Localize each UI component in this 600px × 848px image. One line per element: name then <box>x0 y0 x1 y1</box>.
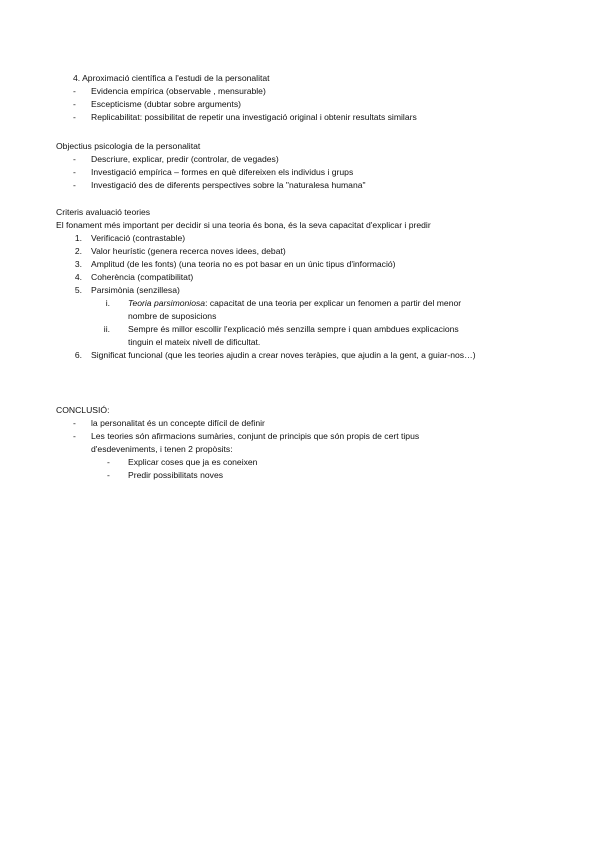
section-heading: CONCLUSIÓ: <box>56 405 110 415</box>
list-item: - Investigació empírica – formes en què difereixen els individus i grups <box>73 167 354 177</box>
list-item: - Les teories són afirmacions sumàries, conjunt de principis que són propis de cert tipus d'esdeveniments, i tenen 2 propòsits: <box>73 431 420 454</box>
list-item: 4. Coherència (compatibilitat) <box>74 272 194 282</box>
bullet: - <box>73 154 76 164</box>
bullet: - <box>73 180 76 190</box>
bullet: - <box>73 167 76 177</box>
list-item: - Descriure, explicar, predir (controlar, de vegades) <box>73 154 279 164</box>
list-item: - Replicabilitat: possibilitat de repetir una investigació original i obtenir resultats similars <box>73 112 417 122</box>
list-item: 3. Amplitud (de les fonts) (una teoria no es pot basar en un únic tipus d'informació) <box>74 259 396 269</box>
bullet: - <box>107 470 110 480</box>
list-item: - Investigació des de diferents perspectives sobre la "naturalesa humana" <box>73 180 366 190</box>
list-item: - Escepticisme (dubtar sobre arguments) <box>73 99 241 109</box>
section-intro: El fonament més important per decidir si una teoria és bona, és la seva capacitat d'explicar i predir <box>56 220 431 230</box>
list-item: 6. Significat funcional (que les teories ajudin a crear noves teràpies, que ajudin a la gent, a guiar-nos…) <box>74 350 476 360</box>
section-evaluation-criteria <box>56 206 546 362</box>
sub-list-item: - Explicar coses que ja es coneixen <box>107 457 258 467</box>
section-heading: 4. Aproximació científica a l'estudi de la personalitat <box>73 73 270 83</box>
bullet: - <box>73 431 76 441</box>
sub-list-item: i. Teoria parsimoniosa: capacitat de una teoria per explicar un fenomen a partir del menor nombre de suposicions <box>105 298 462 321</box>
sub-list-item: - Predir possibilitats noves <box>107 470 224 480</box>
sub-list-item: ii. Sempre és millor escollir l'explicació més senzilla sempre i quan ambdues explicacions tinguin el mateix nivell de dificultat. <box>103 324 459 347</box>
list-item: 2. Valor heurístic (genera recerca noves idees, debat) <box>74 246 286 256</box>
section-scientific-approach <box>56 72 546 124</box>
bullet: - <box>73 112 76 122</box>
list-item: 5. Parsimònia (senzillesa) <box>74 285 180 295</box>
bullet: - <box>73 418 76 428</box>
term-parsimonious-theory: Teoria parsimoniosa <box>128 298 206 308</box>
section-objectives <box>56 140 546 192</box>
section-heading: Criteris avaluació teories <box>56 207 151 217</box>
section-conclusion <box>56 404 546 482</box>
list-item: - Evidencia empírica (observable , mensurable) <box>73 86 266 96</box>
bullet: - <box>73 99 76 109</box>
bullet: - <box>107 457 110 467</box>
section-heading: Objectius psicologia de la personalitat <box>56 141 201 151</box>
list-item: 1. Verificació (contrastable) <box>74 233 186 243</box>
bullet: - <box>73 86 76 96</box>
list-item: - la personalitat és un concepte difícil de definir <box>73 418 265 428</box>
